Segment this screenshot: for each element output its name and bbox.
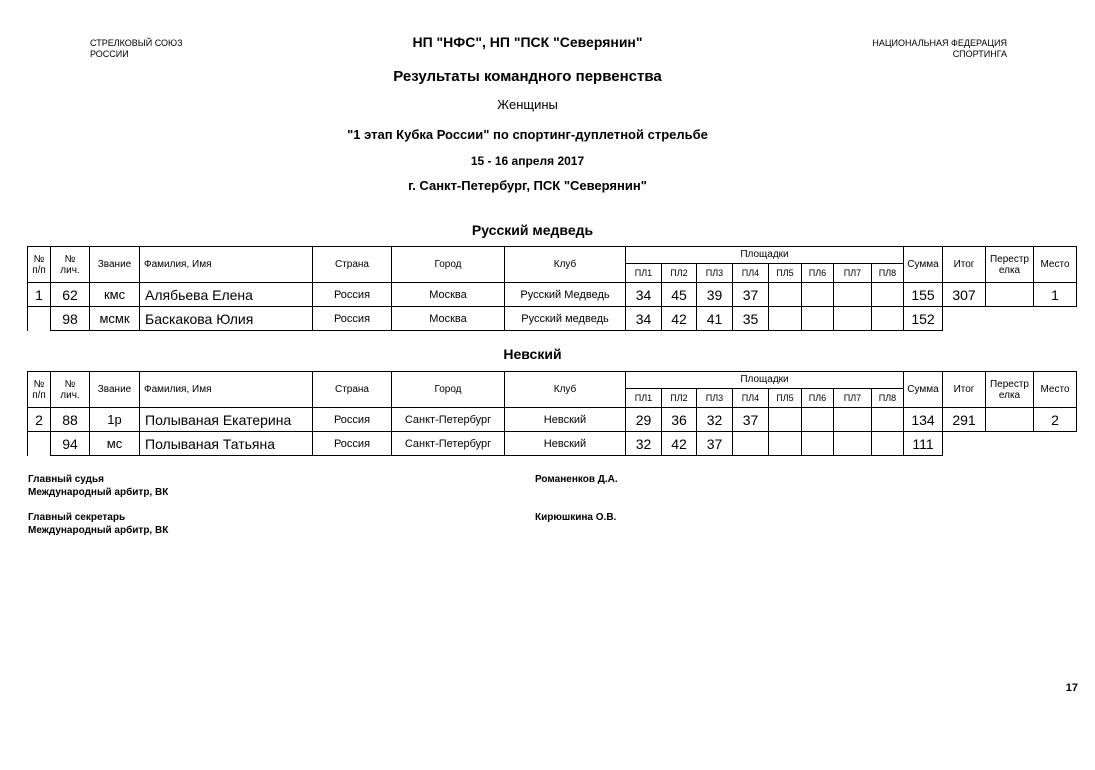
event-location: г. Санкт-Петербург, ПСК "Северянин" xyxy=(408,178,647,193)
score-pl2: 45 xyxy=(662,283,697,307)
score-pl3: 37 xyxy=(697,432,733,456)
country: Россия xyxy=(313,432,392,456)
score-pl5 xyxy=(769,283,802,307)
col-name-header: Фамилия, Имя xyxy=(140,372,313,408)
score-pl3: 41 xyxy=(697,307,733,331)
score-pl6 xyxy=(802,432,834,456)
country: Россия xyxy=(313,408,392,432)
col-pl2-header: ПЛ2 xyxy=(662,264,697,283)
col-rank-header: Звание xyxy=(90,247,140,283)
col-country-header: Страна xyxy=(313,247,392,283)
col-pl5-header: ПЛ5 xyxy=(769,389,802,408)
rank: мсмк xyxy=(90,307,140,331)
col-country-header: Страна xyxy=(313,372,392,408)
city: Москва xyxy=(392,283,505,307)
col-place-header: Место xyxy=(1034,247,1077,283)
team-number: 2 xyxy=(28,408,51,432)
table-row xyxy=(28,307,1077,331)
score-pl7 xyxy=(834,307,872,331)
city: Санкт-Петербург xyxy=(392,432,505,456)
col-num-header: № п/п xyxy=(28,372,51,408)
score-sum: 134 xyxy=(904,408,943,432)
rank: мс xyxy=(90,432,140,456)
col-shootoff-header: Перестр елка xyxy=(986,247,1034,283)
score-pl2: 42 xyxy=(662,432,697,456)
team-name: Русский медведь xyxy=(471,222,594,238)
club: Русский Медведь xyxy=(505,283,626,307)
team-name: Невский xyxy=(503,346,562,362)
score-pl7 xyxy=(834,408,872,432)
col-pl8-header: ПЛ8 xyxy=(872,264,904,283)
club: Русский медведь xyxy=(505,307,626,331)
chief-judge-name: Романенков Д.А. xyxy=(535,474,618,485)
score-pl1: 34 xyxy=(626,283,662,307)
license-number: 62 xyxy=(51,283,90,307)
chief-judge-title: Международный арбитр, ВК xyxy=(28,487,169,498)
athlete-name: Алябьева Елена xyxy=(140,283,313,307)
score-pl4: 35 xyxy=(733,307,769,331)
chief-secretary-role: Главный секретарь xyxy=(28,512,126,523)
col-place-header: Место xyxy=(1034,372,1077,408)
team-shootoff xyxy=(986,283,1034,307)
team-shootoff xyxy=(986,408,1034,432)
col-pl5-header: ПЛ5 xyxy=(769,264,802,283)
city: Москва xyxy=(392,307,505,331)
score-pl1: 34 xyxy=(626,307,662,331)
col-sum-header: Сумма xyxy=(904,372,943,408)
col-pl6-header: ПЛ6 xyxy=(802,389,834,408)
score-pl8 xyxy=(872,307,904,331)
athlete-name: Полываная Екатерина xyxy=(140,408,313,432)
col-pl2-header: ПЛ2 xyxy=(662,389,697,408)
score-pl5 xyxy=(769,307,802,331)
col-num-header: № п/п xyxy=(28,247,51,283)
score-pl7 xyxy=(834,283,872,307)
federation-right-line2: СПОРТИНГА xyxy=(952,49,1007,59)
club: Невский xyxy=(505,408,626,432)
license-number: 94 xyxy=(51,432,90,456)
event-name: "1 этап Кубка России" по спортинг-дуплетной стрельбе xyxy=(347,127,708,142)
table-row xyxy=(28,283,1077,307)
score-pl4: 37 xyxy=(733,283,769,307)
chief-judge-role: Главный судья xyxy=(28,474,104,485)
col-pl3-header: ПЛ3 xyxy=(697,389,733,408)
col-lic-header: № лич. xyxy=(51,247,90,283)
score-pl6 xyxy=(802,307,834,331)
chief-secretary-block xyxy=(28,511,168,537)
rank: 1р xyxy=(90,408,140,432)
col-pl7-header: ПЛ7 xyxy=(834,389,872,408)
col-pl1-header: ПЛ1 xyxy=(626,389,662,408)
team-place: 2 xyxy=(1034,408,1077,432)
team-place: 1 xyxy=(1034,283,1077,307)
federation-right xyxy=(837,38,1007,60)
table-row xyxy=(28,408,1077,432)
page-number: 17 xyxy=(1065,682,1078,694)
country: Россия xyxy=(313,283,392,307)
col-grounds-header: Площадки xyxy=(626,247,904,264)
category: Женщины xyxy=(497,97,558,112)
score-pl3: 32 xyxy=(697,408,733,432)
team-total: 307 xyxy=(943,283,986,307)
col-name-header: Фамилия, Имя xyxy=(140,247,313,283)
col-grounds-header: Площадки xyxy=(626,372,904,389)
col-club-header: Клуб xyxy=(505,247,626,283)
event-dates: 15 - 16 апреля 2017 xyxy=(470,154,585,168)
col-pl4-header: ПЛ4 xyxy=(733,389,769,408)
col-pl7-header: ПЛ7 xyxy=(834,264,872,283)
col-city-header: Город xyxy=(392,372,505,408)
score-pl8 xyxy=(872,283,904,307)
score-pl7 xyxy=(834,432,872,456)
federation-left-line1: СТРЕЛКОВЫЙ СОЮЗ xyxy=(90,38,183,48)
col-sum-header: Сумма xyxy=(904,247,943,283)
team-results-table xyxy=(27,246,1077,331)
chief-secretary-name: Кирюшкина О.В. xyxy=(535,512,617,523)
col-pl8-header: ПЛ8 xyxy=(872,389,904,408)
team-number: 1 xyxy=(28,283,51,307)
score-pl8 xyxy=(872,408,904,432)
federation-left-line2: РОССИИ xyxy=(90,49,129,59)
table-row xyxy=(28,432,1077,456)
athlete-name: Баскакова Юлия xyxy=(140,307,313,331)
score-sum: 152 xyxy=(904,307,943,331)
score-sum: 111 xyxy=(904,432,943,456)
country: Россия xyxy=(313,307,392,331)
city: Санкт-Петербург xyxy=(392,408,505,432)
score-pl6 xyxy=(802,408,834,432)
score-pl5 xyxy=(769,432,802,456)
col-club-header: Клуб xyxy=(505,372,626,408)
col-pl1-header: ПЛ1 xyxy=(626,264,662,283)
page-title: Результаты командного первенства xyxy=(393,68,662,85)
rank: кмс xyxy=(90,283,140,307)
team-results-table xyxy=(27,371,1077,456)
score-pl2: 36 xyxy=(662,408,697,432)
organizer: НП "НФС", НП "ПСК "Северянин" xyxy=(412,34,643,50)
score-pl5 xyxy=(769,408,802,432)
score-pl4 xyxy=(733,432,769,456)
col-total-header: Итог xyxy=(943,372,986,408)
score-sum: 155 xyxy=(904,283,943,307)
col-lic-header: № лич. xyxy=(51,372,90,408)
club: Невский xyxy=(505,432,626,456)
col-pl6-header: ПЛ6 xyxy=(802,264,834,283)
col-total-header: Итог xyxy=(943,247,986,283)
score-pl1: 32 xyxy=(626,432,662,456)
col-pl3-header: ПЛ3 xyxy=(697,264,733,283)
chief-secretary-title: Международный арбитр, ВК xyxy=(28,525,169,536)
team-total: 291 xyxy=(943,408,986,432)
federation-right-line1: НАЦИОНАЛЬНАЯ ФЕДЕРАЦИЯ xyxy=(872,38,1007,48)
score-pl6 xyxy=(802,283,834,307)
col-rank-header: Звание xyxy=(90,372,140,408)
col-pl4-header: ПЛ4 xyxy=(733,264,769,283)
score-pl8 xyxy=(872,432,904,456)
score-pl4: 37 xyxy=(733,408,769,432)
score-pl2: 42 xyxy=(662,307,697,331)
license-number: 98 xyxy=(51,307,90,331)
col-shootoff-header: Перестр елка xyxy=(986,372,1034,408)
col-city-header: Город xyxy=(392,247,505,283)
score-pl3: 39 xyxy=(697,283,733,307)
score-pl1: 29 xyxy=(626,408,662,432)
license-number: 88 xyxy=(51,408,90,432)
chief-judge-block xyxy=(28,473,168,499)
athlete-name: Полываная Татьяна xyxy=(140,432,313,456)
